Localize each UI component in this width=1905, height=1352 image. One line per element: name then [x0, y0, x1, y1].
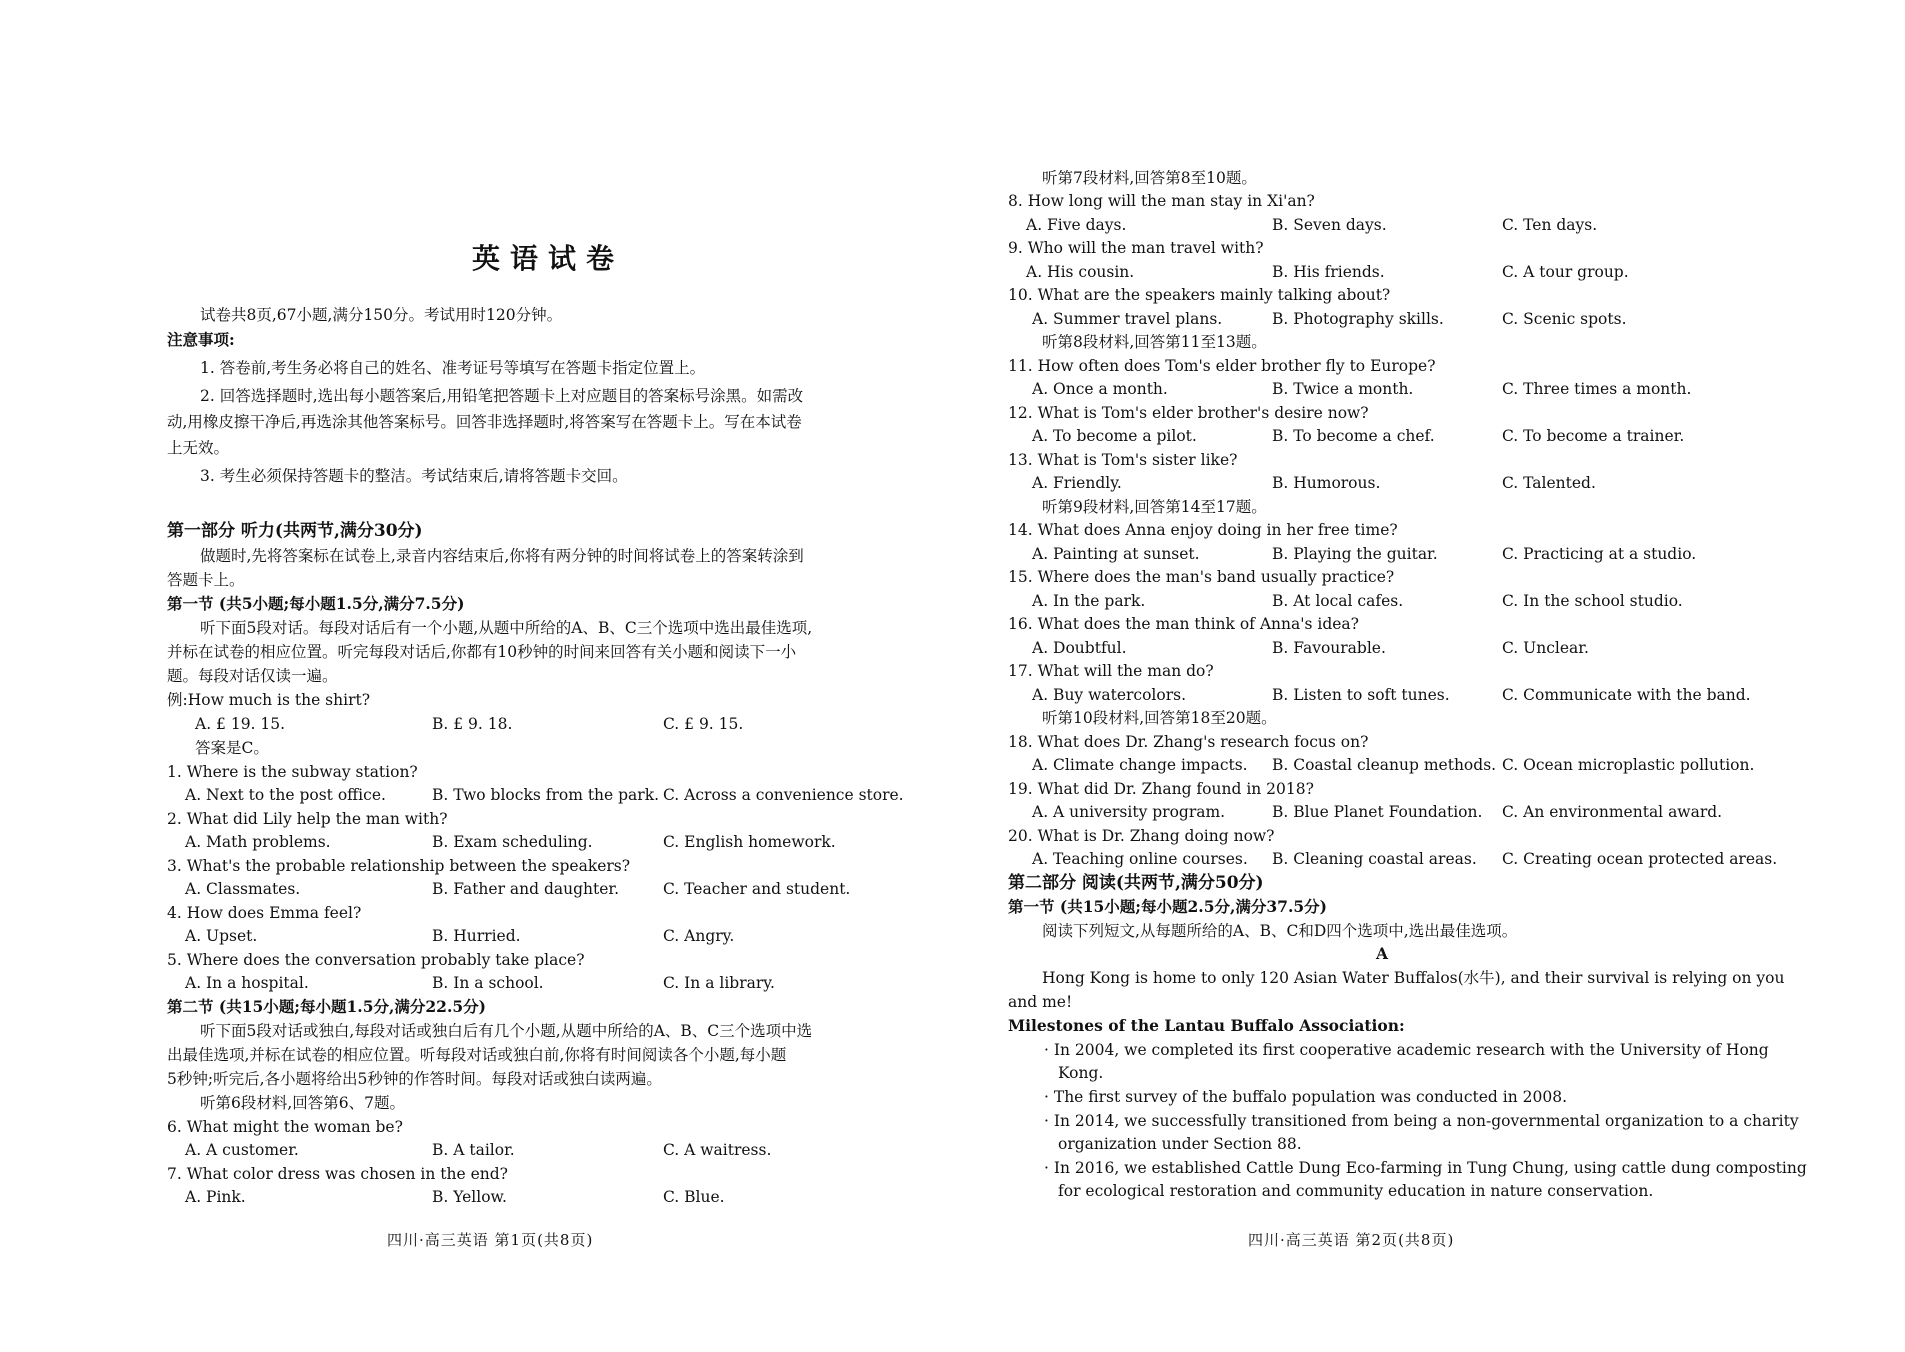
q14-option-a: A. Painting at sunset.: [1032, 545, 1200, 563]
q7-option-a: A. Pink.: [185, 1188, 246, 1206]
q9-option-a: A. His cousin.: [1026, 263, 1135, 281]
q14-option-b: B. Playing the guitar.: [1272, 545, 1438, 563]
q13-option-a: A. Friendly.: [1032, 474, 1122, 492]
q13-option-b: B. Humorous.: [1272, 474, 1381, 492]
q5-option-c: C. In a library.: [663, 974, 775, 992]
exam-page-1: [0, 0, 952, 1352]
question-17: 17. What will the man do?: [1008, 662, 1214, 680]
question-9: 9. Who will the man travel with?: [1008, 239, 1264, 257]
q20-option-c: C. Creating ocean protected areas.: [1502, 850, 1778, 868]
question-16: 16. What does the man think of Anna's idea?: [1008, 615, 1359, 633]
milestone-item-cont: organization under Section 88.: [1058, 1135, 1302, 1153]
part1-intro-cont: 答题卡上。: [167, 571, 245, 589]
q8-option-a: A. Five days.: [1026, 216, 1127, 234]
q2-option-c: C. English homework.: [663, 833, 836, 851]
notice-1: 1. 答卷前,考生务必将自己的姓名、准考证号等填写在答题卡指定位置上。: [200, 359, 706, 377]
question-7: 7. What color dress was chosen in the end?: [167, 1165, 508, 1183]
q3-option-b: B. Father and daughter.: [432, 880, 620, 898]
q9-option-b: B. His friends.: [1272, 263, 1385, 281]
section2-intro-3: 5秒钟;听完后,各小题将给出5秒钟的作答时间。每段对话或独白读两遍。: [167, 1070, 662, 1088]
q9-option-c: C. A tour group.: [1502, 263, 1629, 281]
listen-8-instruction: 听第8段材料,回答第11至13题。: [1042, 333, 1267, 351]
q12-option-b: B. To become a chef.: [1272, 427, 1435, 445]
notice-2: 2. 回答选择题时,选出每小题答案后,用铅笔把答题卡上对应题目的答案标号涂黑。如需改: [200, 387, 804, 405]
section1-intro-2: 并标在试卷的相应位置。听完每段对话后,你都有10秒钟的时间来回答有关小题和阅读下一小: [167, 643, 797, 661]
question-18: 18. What does Dr. Zhang's research focus on?: [1008, 733, 1369, 751]
passage-paragraph: Hong Kong is home to only 120 Asian Water Buffalos(水牛), and their survival is relying on you: [1042, 969, 1785, 987]
q15-option-a: A. In the park.: [1032, 592, 1146, 610]
part1-heading: 第一部分 听力(共两节,满分30分): [167, 521, 423, 541]
listen-6-instruction: 听第6段材料,回答第6、7题。: [200, 1094, 406, 1112]
notice-2-end: 上无效。: [167, 439, 230, 457]
passage-paragraph-cont: and me!: [1008, 993, 1073, 1011]
reading-section1-intro: 阅读下列短文,从每题所给的A、B、C和D四个选项中,选出最佳选项。: [1042, 922, 1518, 940]
q1-option-b: B. Two blocks from the park.: [432, 786, 660, 804]
reading-section1-heading: 第一节 (共15小题;每小题2.5分,满分37.5分): [1008, 897, 1327, 916]
question-4: 4. How does Emma feel?: [167, 904, 362, 922]
question-5: 5. Where does the conversation probably take place?: [167, 951, 585, 969]
section2-intro-2: 出最佳选项,并标在试卷的相应位置。听每段对话或独白前,你将有时间阅读各个小题,每小题: [167, 1046, 787, 1064]
q18-option-b: B. Coastal cleanup methods.: [1272, 756, 1497, 774]
section1-intro-3: 题。每段对话仅读一遍。: [167, 667, 338, 685]
section1-intro: 听下面5段对话。每段对话后有一个小题,从题中所给的A、B、C三个选项中选出最佳选项,: [200, 619, 813, 637]
section1-heading: 第一节 (共5小题;每小题1.5分,满分7.5分): [167, 594, 465, 613]
question-10: 10. What are the speakers mainly talking about?: [1008, 286, 1391, 304]
q15-option-c: C. In the school studio.: [1502, 592, 1683, 610]
milestone-item: · The first survey of the buffalo population was conducted in 2008.: [1044, 1088, 1568, 1106]
q10-option-c: C. Scenic spots.: [1502, 310, 1627, 328]
page-footer: 四川·高三英语 第1页(共8页): [387, 1231, 594, 1249]
page-footer: 四川·高三英语 第2页(共8页): [1248, 1231, 1455, 1249]
question-2: 2. What did Lily help the man with?: [167, 810, 448, 828]
q8-option-b: B. Seven days.: [1272, 216, 1387, 234]
exam-page-2: [952, 0, 1905, 1352]
question-15: 15. Where does the man's band usually practice?: [1008, 568, 1395, 586]
milestone-item-cont: Kong.: [1058, 1064, 1104, 1082]
q6-option-b: B. A tailor.: [432, 1141, 515, 1159]
q10-option-a: A. Summer travel plans.: [1032, 310, 1223, 328]
q2-option-a: A. Math problems.: [185, 833, 331, 851]
q12-option-c: C. To become a trainer.: [1502, 427, 1685, 445]
q12-option-a: A. To become a pilot.: [1032, 427, 1197, 445]
section2-intro: 听下面5段对话或独白,每段对话或独白后有几个小题,从题中所给的A、B、C三个选项中选: [200, 1022, 813, 1040]
part2-heading: 第二部分 阅读(共两节,满分50分): [1008, 873, 1264, 893]
section2-heading: 第二节 (共15小题;每小题1.5分,满分22.5分): [167, 997, 486, 1016]
notice-3: 3. 考生必须保持答题卡的整洁。考试结束后,请将答题卡交回。: [200, 467, 628, 485]
q1-option-c: C. Across a convenience store.: [663, 786, 904, 804]
q3-option-a: A. Classmates.: [185, 880, 301, 898]
part1-intro: 做题时,先将答案标在试卷上,录音内容结束后,你将有两分钟的时间将试卷上的答案转涂到: [200, 547, 804, 565]
q7-option-b: B. Yellow.: [432, 1188, 507, 1206]
question-20: 20. What is Dr. Zhang doing now?: [1008, 827, 1275, 845]
q16-option-c: C. Unclear.: [1502, 639, 1589, 657]
listen-9-instruction: 听第9段材料,回答第14至17题。: [1042, 498, 1267, 516]
q5-option-a: A. In a hospital.: [185, 974, 309, 992]
milestone-item: · In 2016, we established Cattle Dung Eco-farming in Tung Chung, using cattle dung composting: [1044, 1159, 1807, 1177]
q5-option-b: B. In a school.: [432, 974, 544, 992]
question-14: 14. What does Anna enjoy doing in her free time?: [1008, 521, 1398, 539]
q20-option-b: B. Cleaning coastal areas.: [1272, 850, 1477, 868]
q17-option-a: A. Buy watercolors.: [1032, 686, 1187, 704]
q20-option-a: A. Teaching online courses.: [1032, 850, 1248, 868]
q17-option-c: C. Communicate with the band.: [1502, 686, 1751, 704]
example-option-b: B. £ 9. 18.: [432, 715, 513, 733]
notice-2-cont: 动,用橡皮擦干净后,再选涂其他答案标号。回答非选择题时,将答案写在答题卡上。写在本试卷: [167, 413, 802, 431]
q4-option-c: C. Angry.: [663, 927, 735, 945]
q18-option-a: A. Climate change impacts.: [1032, 756, 1248, 774]
question-3: 3. What's the probable relationship between the speakers?: [167, 857, 631, 875]
q11-option-c: C. Three times a month.: [1502, 380, 1692, 398]
q4-option-b: B. Hurried.: [432, 927, 521, 945]
q4-option-a: A. Upset.: [185, 927, 258, 945]
question-12: 12. What is Tom's elder brother's desire now?: [1008, 404, 1369, 422]
q13-option-c: C. Talented.: [1502, 474, 1596, 492]
q15-option-b: B. At local cafes.: [1272, 592, 1404, 610]
milestone-item: · In 2004, we completed its first cooperative academic research with the University of Hong: [1044, 1041, 1769, 1059]
q8-option-c: C. Ten days.: [1502, 216, 1598, 234]
q16-option-a: A. Doubtful.: [1032, 639, 1127, 657]
example-option-c: C. £ 9. 15.: [663, 715, 744, 733]
q11-option-b: B. Twice a month.: [1272, 380, 1414, 398]
q18-option-c: C. Ocean microplastic pollution.: [1502, 756, 1755, 774]
exam-intro: 试卷共8页,67小题,满分150分。考试用时120分钟。: [200, 306, 563, 324]
question-13: 13. What is Tom's sister like?: [1008, 451, 1238, 469]
q19-option-c: C. An environmental award.: [1502, 803, 1723, 821]
listen-10-instruction: 听第10段材料,回答第18至20题。: [1042, 709, 1277, 727]
q6-option-c: C. A waitress.: [663, 1141, 772, 1159]
listen-7-instruction: 听第7段材料,回答第8至10题。: [1042, 169, 1257, 187]
milestones-heading: Milestones of the Lantau Buffalo Association:: [1008, 1016, 1405, 1035]
question-6: 6. What might the woman be?: [167, 1118, 403, 1136]
milestone-item: · In 2014, we successfully transitioned from being a non-governmental organization to a charity: [1044, 1112, 1799, 1130]
notice-heading: 注意事项:: [167, 330, 235, 349]
q10-option-b: B. Photography skills.: [1272, 310, 1444, 328]
exam-title: 英语试卷: [472, 242, 625, 275]
example-answer: 答案是C。: [195, 739, 269, 757]
question-19: 19. What did Dr. Zhang found in 2018?: [1008, 780, 1314, 798]
q19-option-b: B. Blue Planet Foundation.: [1272, 803, 1483, 821]
question-8: 8. How long will the man stay in Xi'an?: [1008, 192, 1315, 210]
q7-option-c: C. Blue.: [663, 1188, 725, 1206]
q6-option-a: A. A customer.: [185, 1141, 299, 1159]
q2-option-b: B. Exam scheduling.: [432, 833, 593, 851]
q16-option-b: B. Favourable.: [1272, 639, 1386, 657]
milestone-item-cont: for ecological restoration and community education in nature conservation.: [1058, 1182, 1654, 1200]
q14-option-c: C. Practicing at a studio.: [1502, 545, 1697, 563]
q17-option-b: B. Listen to soft tunes.: [1272, 686, 1450, 704]
question-11: 11. How often does Tom's elder brother fly to Europe?: [1008, 357, 1436, 375]
q3-option-c: C. Teacher and student.: [663, 880, 851, 898]
q1-option-a: A. Next to the post office.: [185, 786, 386, 804]
question-1: 1. Where is the subway station?: [167, 763, 418, 781]
example-question: 例:How much is the shirt?: [167, 691, 371, 709]
q19-option-a: A. A university program.: [1032, 803, 1226, 821]
q11-option-a: A. Once a month.: [1032, 380, 1168, 398]
passage-label: A: [1376, 944, 1389, 963]
example-option-a: A. £ 19. 15.: [195, 715, 286, 733]
